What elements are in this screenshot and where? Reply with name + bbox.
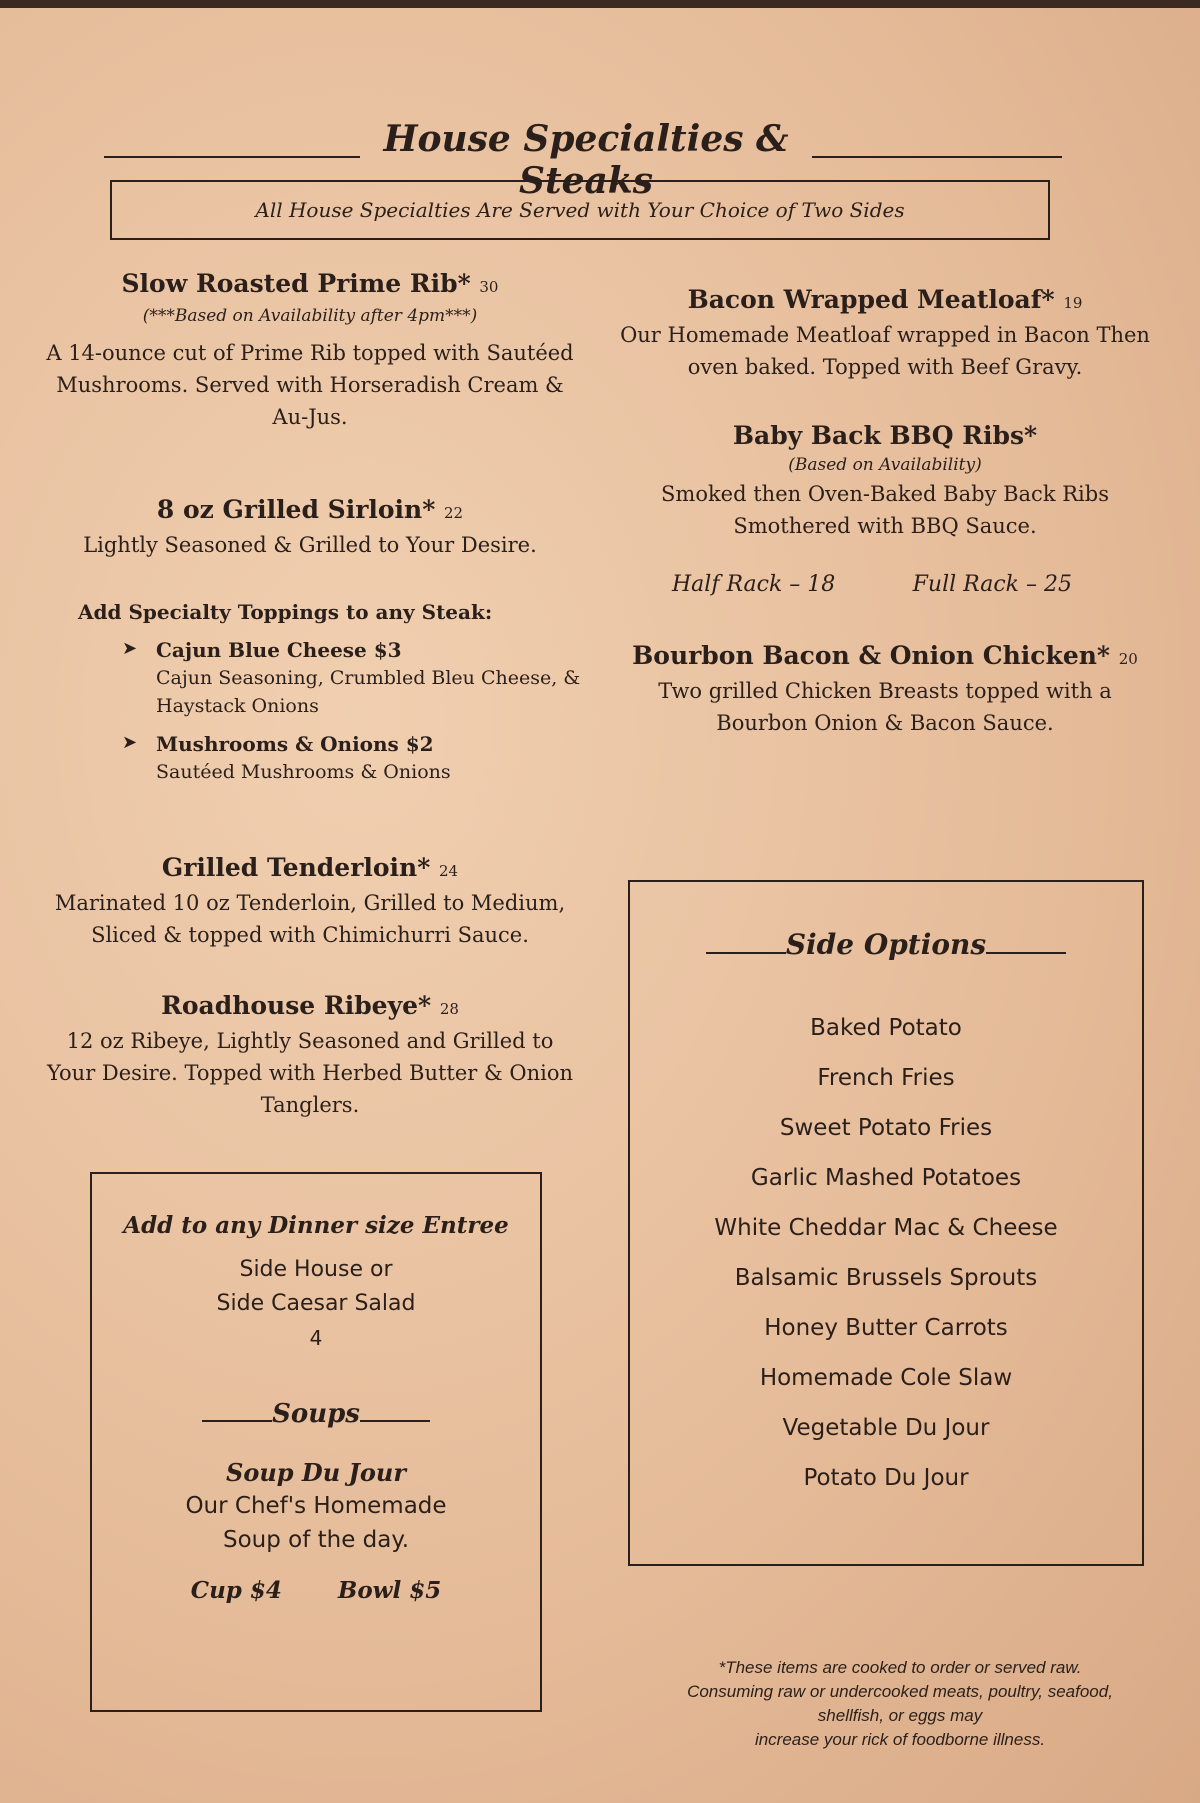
- soup-name: Soup Du Jour: [226, 1458, 406, 1487]
- half-rack-price: Half Rack – 18: [672, 572, 836, 597]
- item-desc: 12 oz Ribeye, Lightly Seasoned and Grilled to Your Desire. Topped with Herbed Butter & Onion Tanglers.: [46, 1029, 573, 1117]
- arrow-bullet-icon: ➤: [122, 732, 138, 753]
- side-item: Garlic Mashed Potatoes: [750, 1165, 1022, 1191]
- item-desc: Smoked then Oven-Baked Baby Back Ribs Smothered with BBQ Sauce.: [661, 482, 1109, 538]
- menu-item-ribs: [615, 420, 1155, 542]
- item-price: 20: [1118, 650, 1138, 668]
- soup-prices: [92, 1577, 540, 1604]
- topping-item: [78, 636, 598, 720]
- soup-desc: Soup of the day.: [222, 1527, 410, 1553]
- menu-item-ribeye: [40, 990, 580, 1121]
- side-item: Baked Potato: [810, 1015, 962, 1041]
- addon-soups-box: [90, 1172, 542, 1712]
- addon-price: 4: [309, 1326, 323, 1350]
- item-price: 24: [439, 862, 459, 880]
- title-rule-right: [812, 156, 1062, 158]
- item-name: Grilled Tenderloin*: [161, 853, 431, 882]
- addon-line: Side House or: [239, 1257, 393, 1282]
- side-item: Sweet Potato Fries: [779, 1115, 993, 1141]
- disclaimer-line: increase your rick of foodborne illness.: [754, 1730, 1046, 1749]
- item-desc: Our Homemade Meatloaf wrapped in Bacon Then oven baked. Topped with Beef Gravy.: [620, 323, 1150, 379]
- item-name: Slow Roasted Prime Rib*: [121, 269, 471, 298]
- sides-heading-text: Side Options: [785, 928, 987, 961]
- topping-item: [78, 730, 598, 786]
- soup-desc: Our Chef's Homemade: [185, 1493, 447, 1519]
- arrow-bullet-icon: ➤: [122, 638, 138, 659]
- specialty-toppings: [78, 598, 598, 786]
- menu-item-sirloin: [40, 494, 580, 561]
- item-name: Bourbon Bacon & Onion Chicken*: [632, 641, 1111, 670]
- side-item: French Fries: [817, 1065, 955, 1091]
- item-desc: Marinated 10 oz Tenderloin, Grilled to Medium, Sliced & topped with Chimichurri Sauce.: [54, 891, 566, 947]
- topping-desc: Cajun Seasoning, Crumbled Bleu Cheese, & Haystack Onions: [156, 667, 581, 717]
- item-name: Baby Back BBQ Ribs*: [732, 421, 1038, 450]
- item-price: 28: [439, 1000, 459, 1018]
- item-note: (***Based on Availability after 4pm***): [142, 306, 478, 326]
- side-item: Honey Butter Carrots: [764, 1315, 1008, 1341]
- item-desc: A 14-ounce cut of Prime Rib topped with Sautéed Mushrooms. Served with Horseradish Cream & Au-Jus.: [46, 341, 574, 429]
- side-item: Potato Du Jour: [803, 1465, 969, 1491]
- sides-list: [630, 1003, 1142, 1503]
- item-name: Roadhouse Ribeye*: [161, 991, 432, 1020]
- topping-name: Cajun Blue Cheese $3: [156, 638, 402, 662]
- heading-rule: [986, 952, 1066, 954]
- addon-heading: Add to any Dinner size Entree: [123, 1212, 509, 1239]
- food-safety-disclaimer: [660, 1656, 1140, 1752]
- item-price: 30: [479, 278, 499, 296]
- sides-heading: [630, 928, 1142, 961]
- disclaimer-line: *These items are cooked to order or served raw.: [718, 1658, 1082, 1677]
- heading-rule: [202, 1420, 272, 1422]
- rib-rack-prices: [672, 572, 1072, 597]
- toppings-heading: Add Specialty Toppings to any Steak:: [78, 600, 493, 624]
- heading-rule: [706, 952, 786, 954]
- item-note: (Based on Availability): [788, 455, 982, 475]
- menu-item-prime-rib: [40, 268, 580, 433]
- soups-heading-text: Soups: [272, 1399, 360, 1429]
- heading-rule: [360, 1420, 430, 1422]
- menu-item-meatloaf: [615, 284, 1155, 383]
- page-title: House Specialties & Steaks: [383, 118, 789, 202]
- page-header: [100, 118, 1060, 202]
- side-item: Balsamic Brussels Sprouts: [734, 1265, 1038, 1291]
- disclaimer-line: Consuming raw or undercooked meats, poultry, seafood, shellfish, or eggs may: [687, 1682, 1113, 1725]
- item-name: Bacon Wrapped Meatloaf*: [687, 285, 1055, 314]
- item-price: 19: [1063, 294, 1083, 312]
- item-price: 22: [444, 504, 464, 522]
- menu-item-bourbon-chicken: [615, 640, 1155, 739]
- topping-desc: Sautéed Mushrooms & Onions: [156, 761, 451, 783]
- subtitle: All House Specialties Are Served with Your Choice of Two Sides: [255, 198, 905, 222]
- soups-heading: [92, 1399, 540, 1429]
- addon-line: Side Caesar Salad: [216, 1291, 416, 1316]
- item-desc: Lightly Seasoned & Grilled to Your Desire.: [83, 533, 537, 557]
- top-edge: [0, 0, 1200, 8]
- item-name: 8 oz Grilled Sirloin*: [156, 495, 436, 524]
- subtitle-box: [110, 180, 1050, 240]
- bowl-price: Bowl $5: [337, 1577, 442, 1604]
- cup-price: Cup $4: [190, 1577, 282, 1604]
- topping-name: Mushrooms & Onions $2: [156, 732, 434, 756]
- menu-item-tenderloin: [40, 852, 580, 951]
- item-desc: Two grilled Chicken Breasts topped with a Bourbon Onion & Bacon Sauce.: [658, 679, 1112, 735]
- title-rule-left: [104, 156, 360, 158]
- side-item: White Cheddar Mac & Cheese: [714, 1215, 1058, 1241]
- side-item: Homemade Cole Slaw: [759, 1365, 1013, 1391]
- side-options-box: [628, 880, 1144, 1566]
- side-item: Vegetable Du Jour: [782, 1415, 990, 1441]
- full-rack-price: Full Rack – 25: [912, 572, 1072, 597]
